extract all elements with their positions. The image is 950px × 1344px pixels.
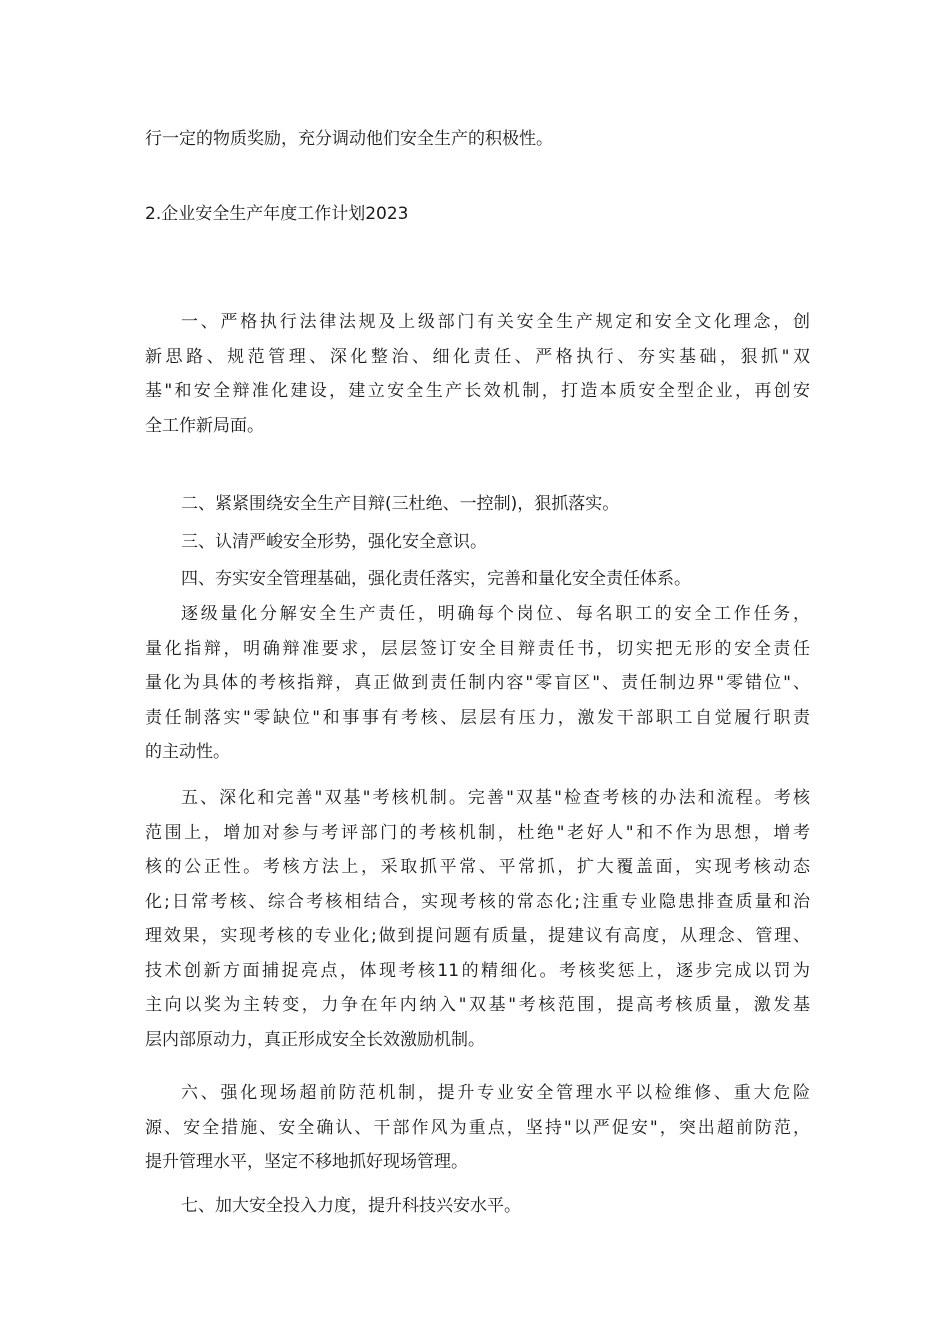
paragraph-line: 化;日常考核、综合考核相结合，实现考核的常态化;注重专业隐患排查质量和治 xyxy=(145,891,810,912)
paragraph-1 xyxy=(145,305,810,443)
paragraph-line: 理效果，实现考核的专业化;做到提问题有质量，提建议有高度，从理念、管理、 xyxy=(145,926,810,946)
paragraph-8 xyxy=(145,1189,810,1224)
paragraph-line: 主向以奖为主转变，力争在年内纳入"双基"考核范围，提高考核质量，激发基 xyxy=(145,995,810,1015)
paragraph-line: 量化指辩，明确辩准要求，层层签订安全目辩责任书，切实把无形的安全责任 xyxy=(145,638,810,659)
paragraph-line: 二、紧紧围绕安全生产目辩(三杜绝、一控制)，狠抓落实。 xyxy=(181,494,620,514)
paragraph-line: 的主动性。 xyxy=(145,742,230,762)
paragraph-line: 七、加大安全投入力度，提升科技兴安水平。 xyxy=(181,1196,521,1216)
paragraph-line: 责任制落实"零缺位"和事事有考核、层层有压力，激发干部职工自觉履行职责 xyxy=(145,707,810,728)
paragraph-line: 新思路、规范管理、深化整治、细化责任、严格执行、夯实基础，狠抓"双 xyxy=(145,346,810,367)
paragraph-line: 范围上，增加对参与考评部门的考核机制，杜绝"老好人"和不作为思想，增考 xyxy=(145,822,810,843)
paragraph-line: 核的公正性。考核方法上，采取抓平常、平常抓，扩大覆盖面，实现考核动态 xyxy=(145,857,810,877)
intro-paragraph xyxy=(145,122,810,157)
paragraph-3 xyxy=(145,525,810,560)
paragraph-6 xyxy=(145,781,810,1057)
paragraph-line: 五、深化和完善"双基"考核机制。完善"双基"检查考核的办法和流程。考核 xyxy=(181,788,810,808)
paragraph-4 xyxy=(145,562,810,597)
paragraph-line: 六、强化现场超前防范机制，提升专业安全管理水平以检维修、重大危险 xyxy=(181,1083,810,1103)
paragraph-line: 量化为具体的考核指辩，真正做到责任制内容"零盲区"、责任制边界"零错位"、 xyxy=(145,673,810,693)
paragraph-line: 一、严格执行法律法规及上级部门有关安全生产规定和安全文化理念，创 xyxy=(181,312,810,332)
paragraph-5 xyxy=(145,597,810,770)
section-heading: 2.企业安全生产年度工作计划2023 xyxy=(145,204,409,224)
paragraph-7 xyxy=(145,1076,810,1180)
paragraph-line: 全工作新局面。 xyxy=(145,415,264,436)
paragraph-line: 层内部原动力，真正形成安全长效激励机制。 xyxy=(145,1029,485,1050)
paragraph-line: 提升管理水平，坚定不移地抓好现场管理。 xyxy=(145,1152,468,1172)
paragraph-line: 三、认清严峻安全形势，强化安全意识。 xyxy=(181,532,487,552)
paragraph-line: 技术创新方面捕捉亮点，体现考核11的精细化。考核奖惩上，逐步完成以罚为 xyxy=(145,960,810,981)
paragraph-line: 四、夯实安全管理基础，强化责任落实，完善和量化安全责任体系。 xyxy=(181,569,691,589)
paragraph-2 xyxy=(145,487,810,522)
paragraph-line: 行一定的物质奖励，充分调动他们安全生产的积极性。 xyxy=(145,129,553,149)
paragraph-line: 基"和安全辩准化建设，建立安全生产长效机制，打造本质安全型企业，再创安 xyxy=(145,381,810,401)
paragraph-line: 逐级量化分解安全生产责任，明确每个岗位、每名职工的安全工作任务， xyxy=(181,604,810,624)
paragraph-line: 源、安全措施、安全确认、干部作风为重点，坚持"以严促安"，突出超前防范， xyxy=(145,1117,810,1138)
